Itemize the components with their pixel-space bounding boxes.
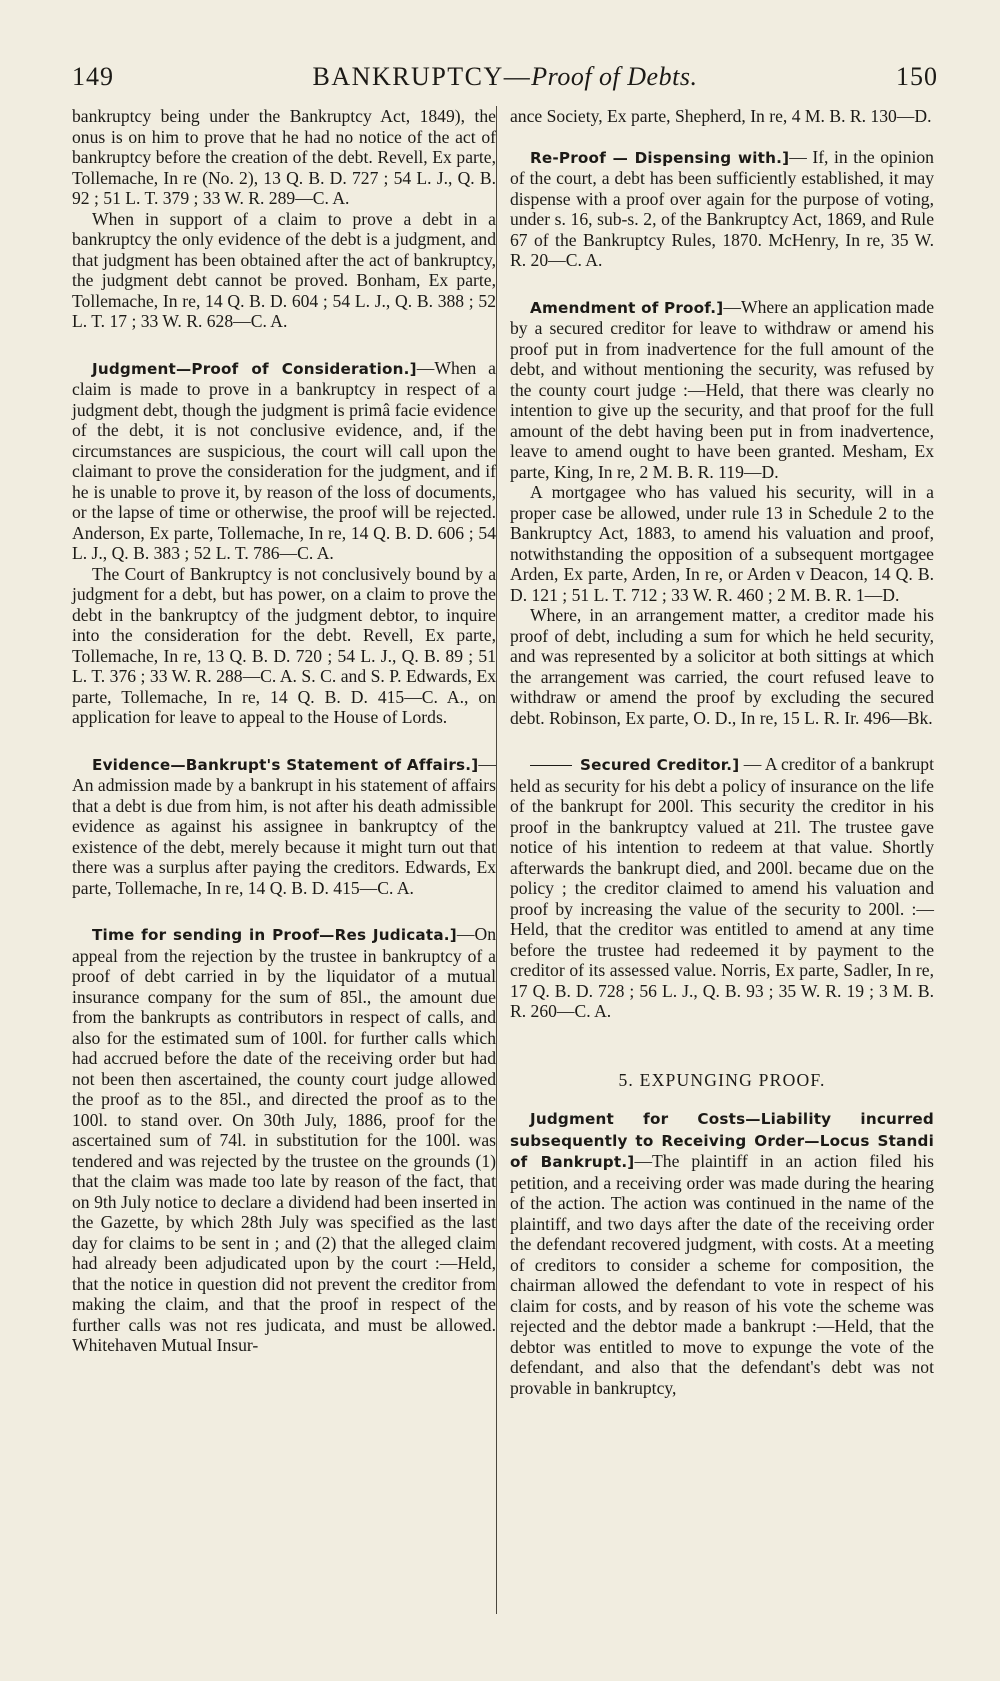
right-column	[510, 106, 934, 1398]
paragraph	[72, 754, 496, 899]
paragraph	[72, 924, 496, 1356]
subject-heading: Evidence—Bankrupt's Statement of Affairs.]	[92, 755, 479, 774]
paragraph-text: —An admission made by a bankrupt in his statement of affairs that a debt is due from him, is not after his death admissible evidence as against his assignee in bankruptcy of the existence of the debt, merely because it might turn out that there was a surplus after paying the creditors. Edwards, Ex parte, Tollemache, In re, 14 Q. B. D. 415—C. A.	[72, 753, 496, 898]
paragraph	[510, 1108, 934, 1398]
subject-heading: Judgment—Proof of Consideration.]	[92, 359, 417, 378]
column-divider	[496, 106, 497, 1614]
paragraph-text: —On appeal from the rejection by the trustee in bankruptcy of a proof of debt carried in by the liquidator of a mutual insurance company for the sum of 85l., the amount due from the bankrupts as contributors in respect of calls, and also for the estimated sum of 100l. for further calls which had accrued before the date of the receiving order but had not been then ascertained, the county court judge allowed the proof as to the 85l., and directed the proof as to the 100l. to stand over. On 30th July, 1886, proof for the ascertained sum of 74l. in substitution for the 100l. was tendered and was rejected by the trustee on the grounds (1) that the claim was made too late by reason of the fact, that on 9th July notice to declare a dividend had been inserted in the Gazette, by which 28th July was specified as the last day for claims to be sent in ; and (2) that the alleged claim had already been adjudicated upon by the court :—Held, that the notice in question did not prevent the creditor from making the claim, and that the proof in respect of the further calls was not res judicata, and must be allowed. Whitehaven Mutual Insur-	[72, 924, 496, 1355]
subject-heading: Secured Creditor.]	[580, 756, 740, 774]
paragraph: A mortgagee who has valued his security, will in a proper case be allowed, under rule 13 in Schedule 2 to the Bankruptcy Act, 1883, to amend his valuation and proof, notwithstanding the opposition of a subsequent mortgagee Arden, Ex parte, Arden, In re, or Arden v Deacon, 14 Q. B. D. 121 ; 51 L. T. 712 ; 33 W. R. 460 ; 2 M. B. R. 1—D.	[510, 482, 934, 605]
paragraph: ance Society, Ex parte, Shepherd, In re, 4 M. B. R. 130—D.	[510, 106, 932, 126]
section-title: 5. EXPUNGING PROOF.	[618, 1069, 826, 1090]
paragraph-text: — If, in the opinion of the court, a debt has been sufficiently established, it may dispense with a proof over again for the purpose of voting, under s. 16, sub-s. 2, of the Bankruptcy Act, 1869, and Rule 67 of the Bankruptcy Rules, 1870. McHenry, In re, 35 W. R. 20—C. A.	[510, 146, 934, 270]
paragraph: When in support of a claim to prove a debt in a bankruptcy the only evidence of the debt is a judgment, and that judgment has been obtained after the act of bankruptcy, the judgment debt cannot be proved. Bonham, Ex parte, Tollemache, In re, 14 Q. B. D. 604 ; 54 L. J., Q. B. 388 ; 52 L. T. 17 ; 33 W. R. 628—C. A.	[72, 208, 496, 331]
running-title-italic: Proof of Debts.	[531, 62, 698, 91]
subject-heading: Time for sending in Proof—Res Judicata.]	[92, 926, 457, 944]
paragraph	[510, 297, 934, 483]
right-page-number: 150	[895, 62, 938, 91]
running-title-main: BANKRUPTCY—	[312, 62, 532, 91]
ditto-dash	[530, 765, 572, 766]
paragraph: The Court of Bankruptcy is not conclusively bound by a judgment for a debt, but has power, on a claim to prove the debt in the bankruptcy of the judgment debtor, to inquire into the consideration for the debt. Revell, Ex parte, Tollemache, In re, 13 Q. B. D. 720 ; 54 L. J., Q. B. 89 ; 51 L. T. 376 ; 33 W. R. 288—C. A. S. C. and S. P. Edwards, Ex parte, Tollemache, In re, 14 Q. B. D. 415—C. A., on application for leave to appeal to the House of Lords.	[72, 563, 496, 727]
subject-heading: Judgment for Costs—Liability incurred subsequently to Receiving Order—Locus Standi of Bankrupt.]	[510, 1110, 934, 1171]
paragraph: Where, in an arrangement matter, a creditor made his proof of debt, including a sum for which he held security, and was represented by a solicitor at both sittings at which the arrangement was carried, the court refused leave to withdraw or amend the proof by excluding the secured debt. Robinson, Ex parte, O. D., In re, 15 L. R. Ir. 496—Bk.	[510, 605, 934, 728]
left-page-number: 149	[72, 62, 114, 91]
paragraph: bankruptcy being under the Bankruptcy Act, 1849), the onus is on him to prove that he had no notice of the act of bankruptcy before the creation of the debt. Revell, Ex parte, Tollemache, In re (No. 2), 13 Q. B. D. 727 ; 54 L. J., Q. B. 92 ; 51 L. T. 379 ; 33 W. R. 289—C. A.	[72, 106, 496, 208]
subject-heading: Re-Proof — Dispensing with.]	[530, 148, 790, 167]
paragraph	[72, 358, 496, 564]
paragraph-text: —When a claim is made to prove in a bankruptcy in respect of a judgment debt, though the judgment is primâ facie evidence of the debt, it is not conclusive evidence, and, if the circumstances are suspicious, the court will call upon the claimant to prove the consideration for the judgment, and if he is unable to prove it, by reason of the loss of documents, or the lapse of time or otherwise, the proof will be rejected. Anderson, Ex parte, Tollemache, In re, 14 Q. B. D. 606 ; 54 L. J., Q. B. 383 ; 52 L. T. 786—C. A.	[72, 357, 496, 563]
subject-heading: Amendment of Proof.]	[530, 298, 724, 317]
paragraph	[510, 754, 934, 1022]
running-title	[313, 62, 698, 92]
paragraph	[510, 147, 934, 271]
paragraph-text: — A creditor of a bankrupt held as security for his debt a policy of insurance on the life of the bankrupt for 200l. This security the creditor in his proof in the bankruptcy valued at 21l. The trustee gave notice of his intention to redeem at that value. Shortly afterwards the bankrupt died, and 200l. became due on the policy ; the creditor claimed to amend his valuation and proof by increasing the value of the security to 200l. :—Held, that the creditor was entitled to amend at any time before the trustee had redeemed it by payment to the creditor of its assessed value. Norris, Ex parte, Sadler, In re, 17 Q. B. D. 728 ; 56 L. J., Q. B. 93 ; 35 W. R. 19 ; 3 M. B. R. 260—C. A.	[510, 754, 934, 1021]
paragraph-text: —The plaintiff in an action filed his petition, and a receiving order was made during the hearing of the action. The action was continued in the name of the plaintiff, and two days after the date of the receiving order the defendant recovered judgment, with costs. At a meeting of creditors to consider a scheme for composition, the chairman allowed the defendant to vote in respect of his claim for costs, and by reason of his vote the scheme was rejected and the debtor made a bankrupt :—Held, that the debtor was entitled to move to expunge the vote of the defendant, and also that the defendant's debt was not provable in bankruptcy,	[510, 1151, 935, 1398]
running-header	[72, 62, 938, 102]
left-column	[72, 106, 496, 1356]
paragraph-text: —Where an application made by a secured creditor for leave to withdraw or amend his proof put in from inadvertence for the full amount of the debt, and without mentioning the security, was refused by the county court judge :—Held, that there was clearly no intention to give up the security, and that proof for the full amount of the debt having been put in from inadvertence, leave to amend ought to have been granted. Mesham, Ex parte, King, In re, 2 M. B. R. 119—D.	[510, 296, 935, 482]
